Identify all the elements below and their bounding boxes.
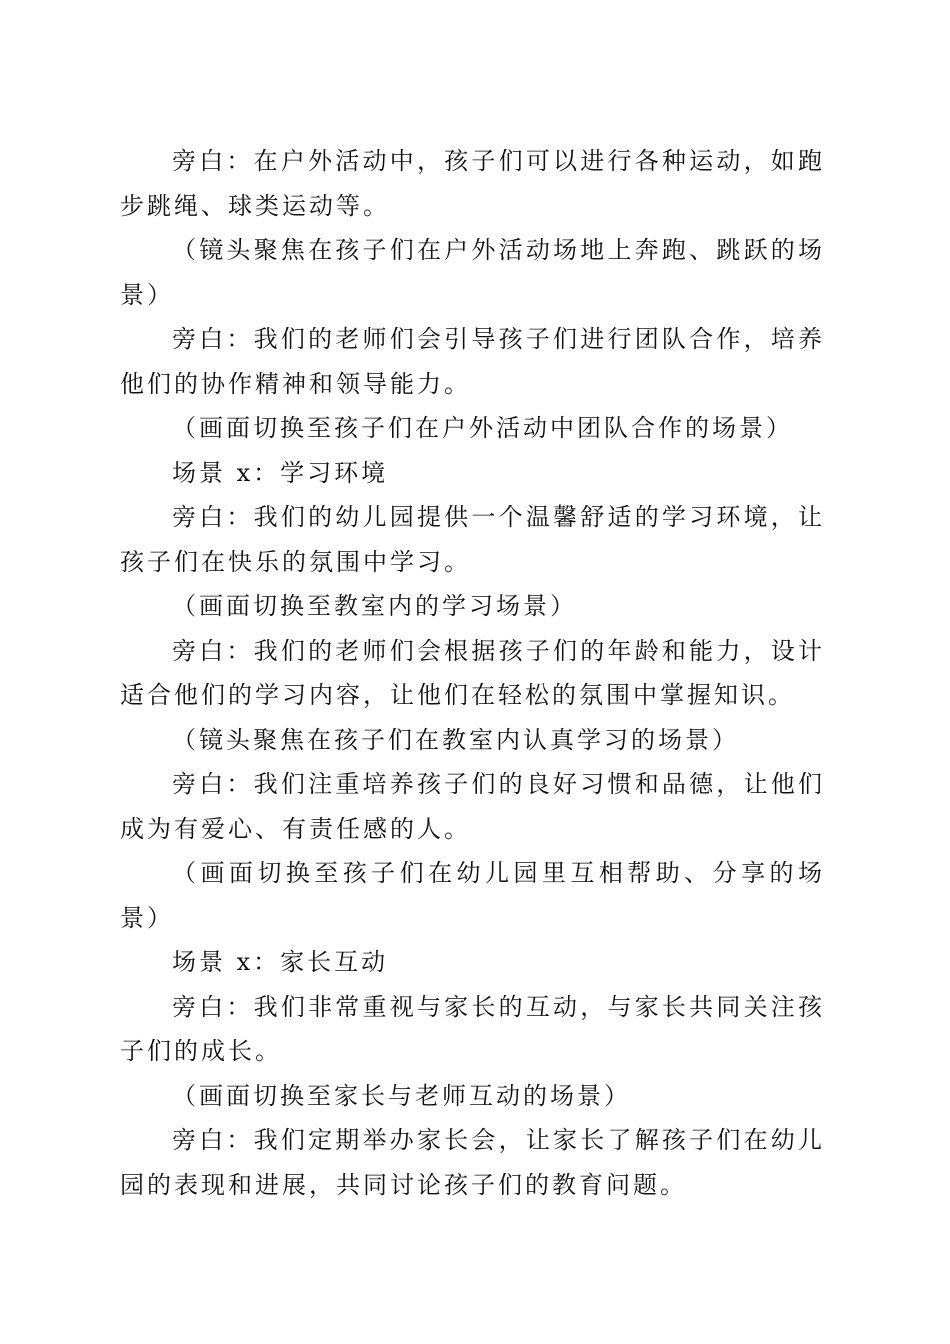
paragraph-narration: 旁白：我们的幼儿园提供一个温馨舒适的学习环境，让孩子们在快乐的氛围中学习。 [120, 503, 825, 576]
paragraph-narration: 旁白：我们注重培养孩子们的良好习惯和品德，让他们成为有爱心、有责任感的人。 [120, 770, 825, 843]
scene-heading-learning-environment: 场景 x：学习环境 [172, 458, 389, 487]
paragraph-narration: 旁白：我们的老师们会引导孩子们进行团队合作，培养他们的协作精神和领导能力。 [120, 325, 825, 398]
paragraph-narration: 旁白：在户外活动中，孩子们可以进行各种运动，如跑步跳绳、球类运动等。 [120, 147, 825, 220]
paragraph-camera-direction: （画面切换至孩子们在户外活动中团队合作的场景） [172, 414, 793, 442]
paragraph-camera-direction: （画面切换至教室内的学习场景） [172, 592, 577, 620]
paragraph-camera-direction: （镜头聚焦在孩子们在户外活动场地上奔跑、跳跃的场景） [120, 236, 825, 309]
paragraph-narration: 旁白：我们定期举办家长会，让家长了解孩子们在幼儿园的表现和进展，共同讨论孩子们的教育问题。 [120, 1126, 825, 1199]
paragraph-narration: 旁白：我们非常重视与家长的互动，与家长共同关注孩子们的成长。 [120, 992, 825, 1065]
paragraph-camera-direction: （画面切换至家长与老师互动的场景） [172, 1081, 631, 1110]
paragraph-camera-direction: （镜头聚焦在孩子们在教室内认真学习的场景） [172, 725, 739, 754]
paragraph-camera-direction: （画面切换至孩子们在幼儿园里互相帮助、分享的场景） [120, 859, 825, 932]
paragraph-narration: 旁白：我们的老师们会根据孩子们的年龄和能力，设计适合他们的学习内容，让他们在轻松的氛围中掌握知识。 [120, 636, 825, 709]
scene-heading-parent-interaction: 场景 x：家长互动 [172, 948, 389, 976]
document-body [120, 139, 825, 1207]
